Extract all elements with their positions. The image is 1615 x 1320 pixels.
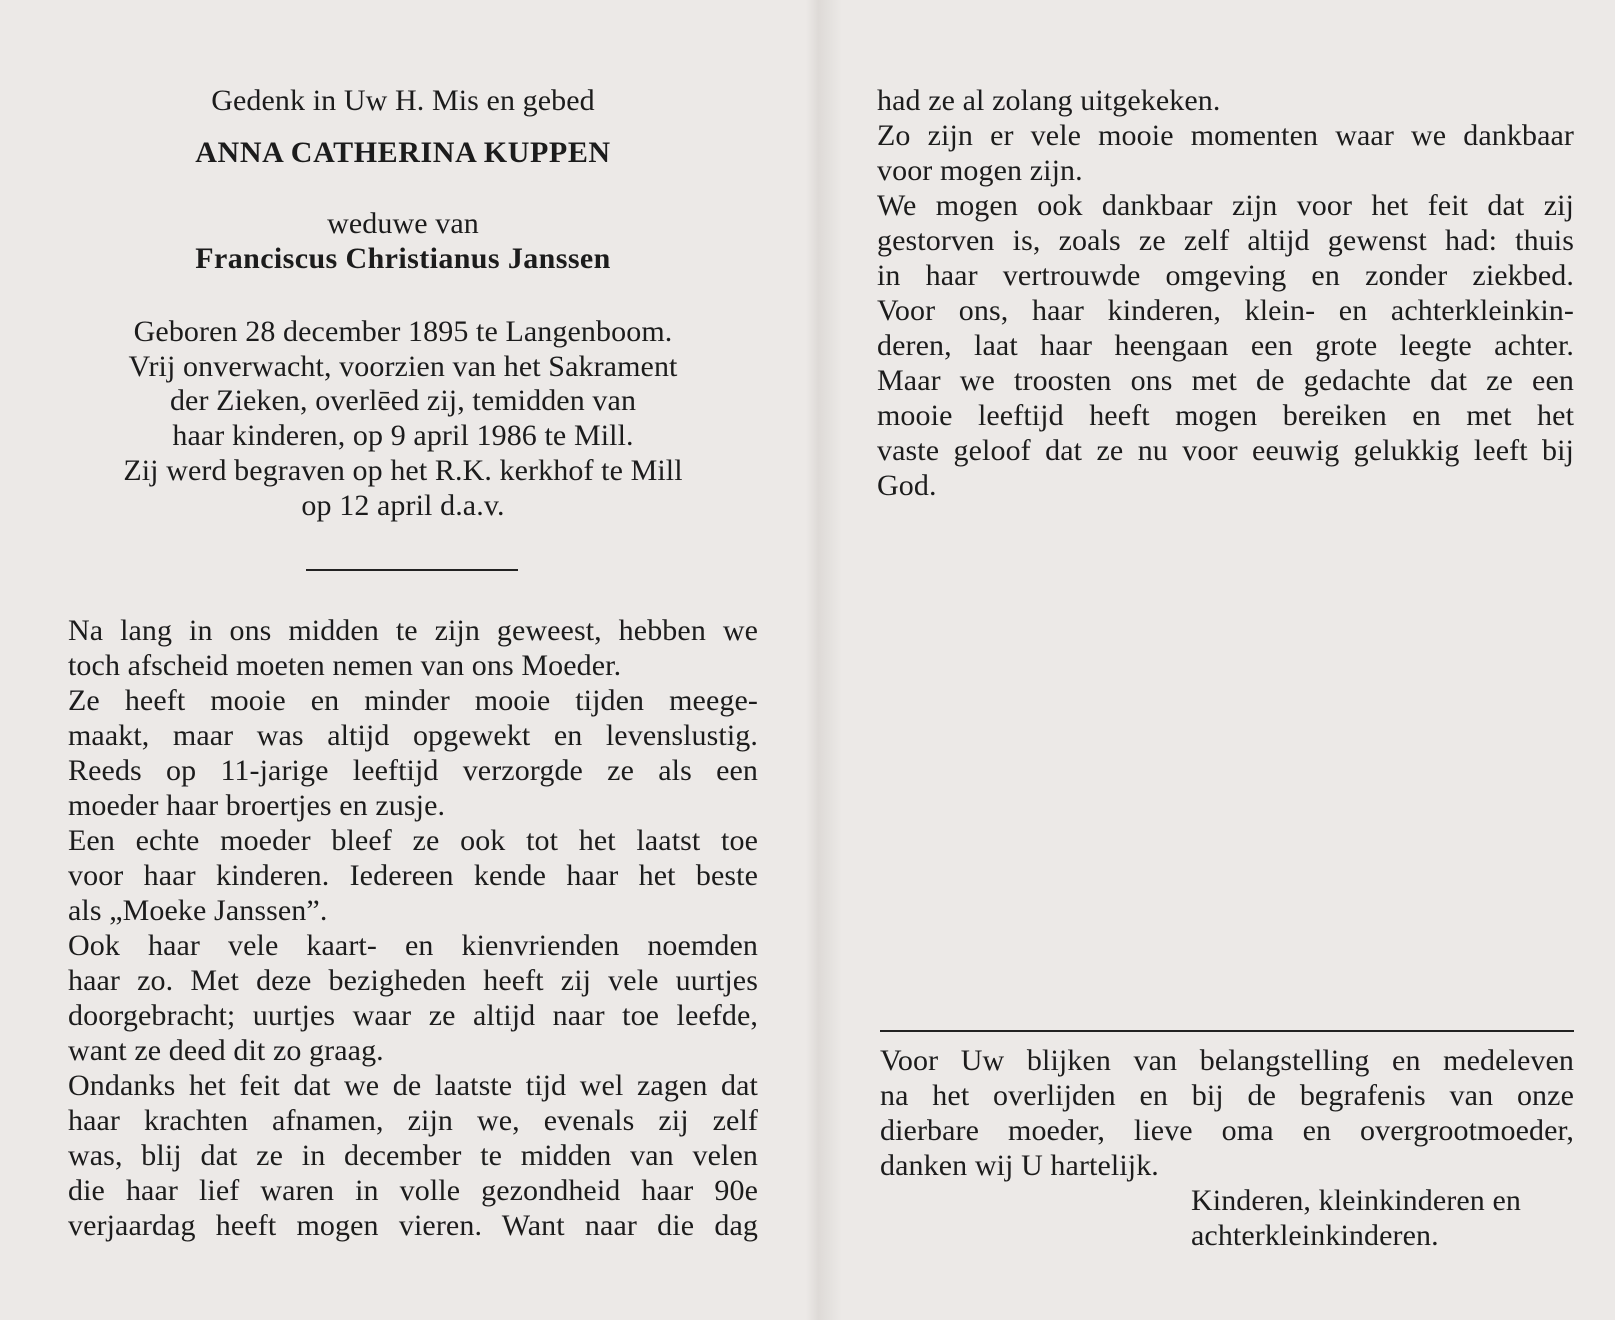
- story-line: Reeds op 11-jarige leeftijd verzorgde ze als een: [68, 754, 758, 787]
- thanks-line: dierbare moeder, lieve oma en overgrootmoeder,: [880, 1114, 1574, 1147]
- bio-line: der Zieken, overlēed zij, temidden van: [169, 384, 637, 417]
- story-line: als „Moeke Janssen”.: [68, 894, 328, 927]
- deceased-name: ANNA CATHERINA KUPPEN: [195, 136, 611, 169]
- story-line: Na lang in ons midden te zijn geweest, hebben we: [68, 614, 758, 647]
- story-line: Ondanks het feit dat we de laatste tijd wel zagen dat: [68, 1069, 758, 1102]
- spouse-name: Franciscus Christianus Janssen: [195, 242, 611, 275]
- bio-line: Zij werd begraven op het R.K. kerkhof te Mill: [123, 454, 683, 487]
- intro-line: Gedenk in Uw H. Mis en gebed: [211, 84, 595, 117]
- story-line: Een echte moeder bleef ze ook tot het laatst toe: [68, 824, 758, 857]
- story-line: want ze deed dit zo graag.: [68, 1034, 384, 1067]
- story-line: maakt, maar was altijd opgewekt en levenslustig.: [68, 719, 758, 752]
- separator-rule: [306, 569, 518, 571]
- story-line: gestorven is, zoals ze zelf altijd gewenst had: thuis: [877, 224, 1574, 257]
- story-line: voor mogen zijn.: [877, 154, 1083, 187]
- signature-line: Kinderen, kleinkinderen en: [1191, 1184, 1521, 1217]
- story-line: toch afscheid moeten nemen van ons Moeder.: [68, 649, 622, 682]
- story-line: verjaardag heeft mogen vieren. Want naar die dag: [68, 1209, 758, 1242]
- story-line: voor haar kinderen. Iedereen kende haar het beste: [68, 859, 758, 892]
- bio-line: Geboren 28 december 1895 te Langenboom.: [133, 315, 673, 348]
- thanks-rule: [880, 1030, 1574, 1032]
- story-line: haar krachten afnamen, zijn we, evenals zij zelf: [68, 1104, 758, 1137]
- story-line: Ook haar vele kaart- en kienvrienden noemden: [68, 929, 758, 962]
- bio-line: Vrij onverwacht, voorzien van het Sakrament: [128, 350, 678, 383]
- story-line: vaste geloof dat ze nu voor eeuwig gelukkig leeft bij: [877, 434, 1574, 467]
- bio-line: haar kinderen, op 9 april 1986 te Mill.: [172, 419, 634, 452]
- story-line: moeder haar broertjes en zusje.: [68, 789, 446, 822]
- story-line: God.: [877, 469, 937, 502]
- story-line: was, blij dat ze in december te midden van velen: [68, 1139, 758, 1172]
- thanks-line: danken wij U hartelijk.: [880, 1149, 1159, 1182]
- right-panel: [842, 0, 1615, 1320]
- story-line: die haar lief waren in volle gezondheid haar 90e: [68, 1174, 758, 1207]
- story-line: deren, laat haar heengaan een grote leegte achter.: [877, 329, 1574, 362]
- widow-of-line: weduwe van: [327, 207, 479, 240]
- thanks-line: na het overlijden en bij de begrafenis van onze: [880, 1079, 1574, 1112]
- bio-line: op 12 april d.a.v.: [301, 489, 505, 522]
- story-line: Maar we troosten ons met de gedachte dat ze een: [877, 364, 1574, 397]
- story-line: Ze heeft mooie en minder mooie tijden meege-: [68, 684, 758, 717]
- story-line: doorgebracht; uurtjes waar ze altijd naar toe leefde,: [68, 999, 758, 1032]
- story-line: in haar vertrouwde omgeving en zonder ziekbed.: [877, 259, 1574, 292]
- story-line: haar zo. Met deze bezigheden heeft zij vele uurtjes: [68, 964, 758, 997]
- story-line: had ze al zolang uitgekeken.: [877, 84, 1221, 117]
- signature-line: achterkleinkinderen.: [1191, 1219, 1439, 1252]
- story-line: We mogen ook dankbaar zijn voor het feit dat zij: [877, 189, 1574, 222]
- thanks-line: Voor Uw blijken van belangstelling en medeleven: [880, 1044, 1574, 1077]
- story-line: mooie leeftijd heeft mogen bereiken en met het: [877, 399, 1574, 432]
- left-panel: [0, 0, 806, 1320]
- story-line: Voor ons, haar kinderen, klein- en achterkleinkin-: [877, 294, 1574, 327]
- story-line: Zo zijn er vele mooie momenten waar we dankbaar: [877, 119, 1574, 152]
- card-fold: [806, 0, 842, 1320]
